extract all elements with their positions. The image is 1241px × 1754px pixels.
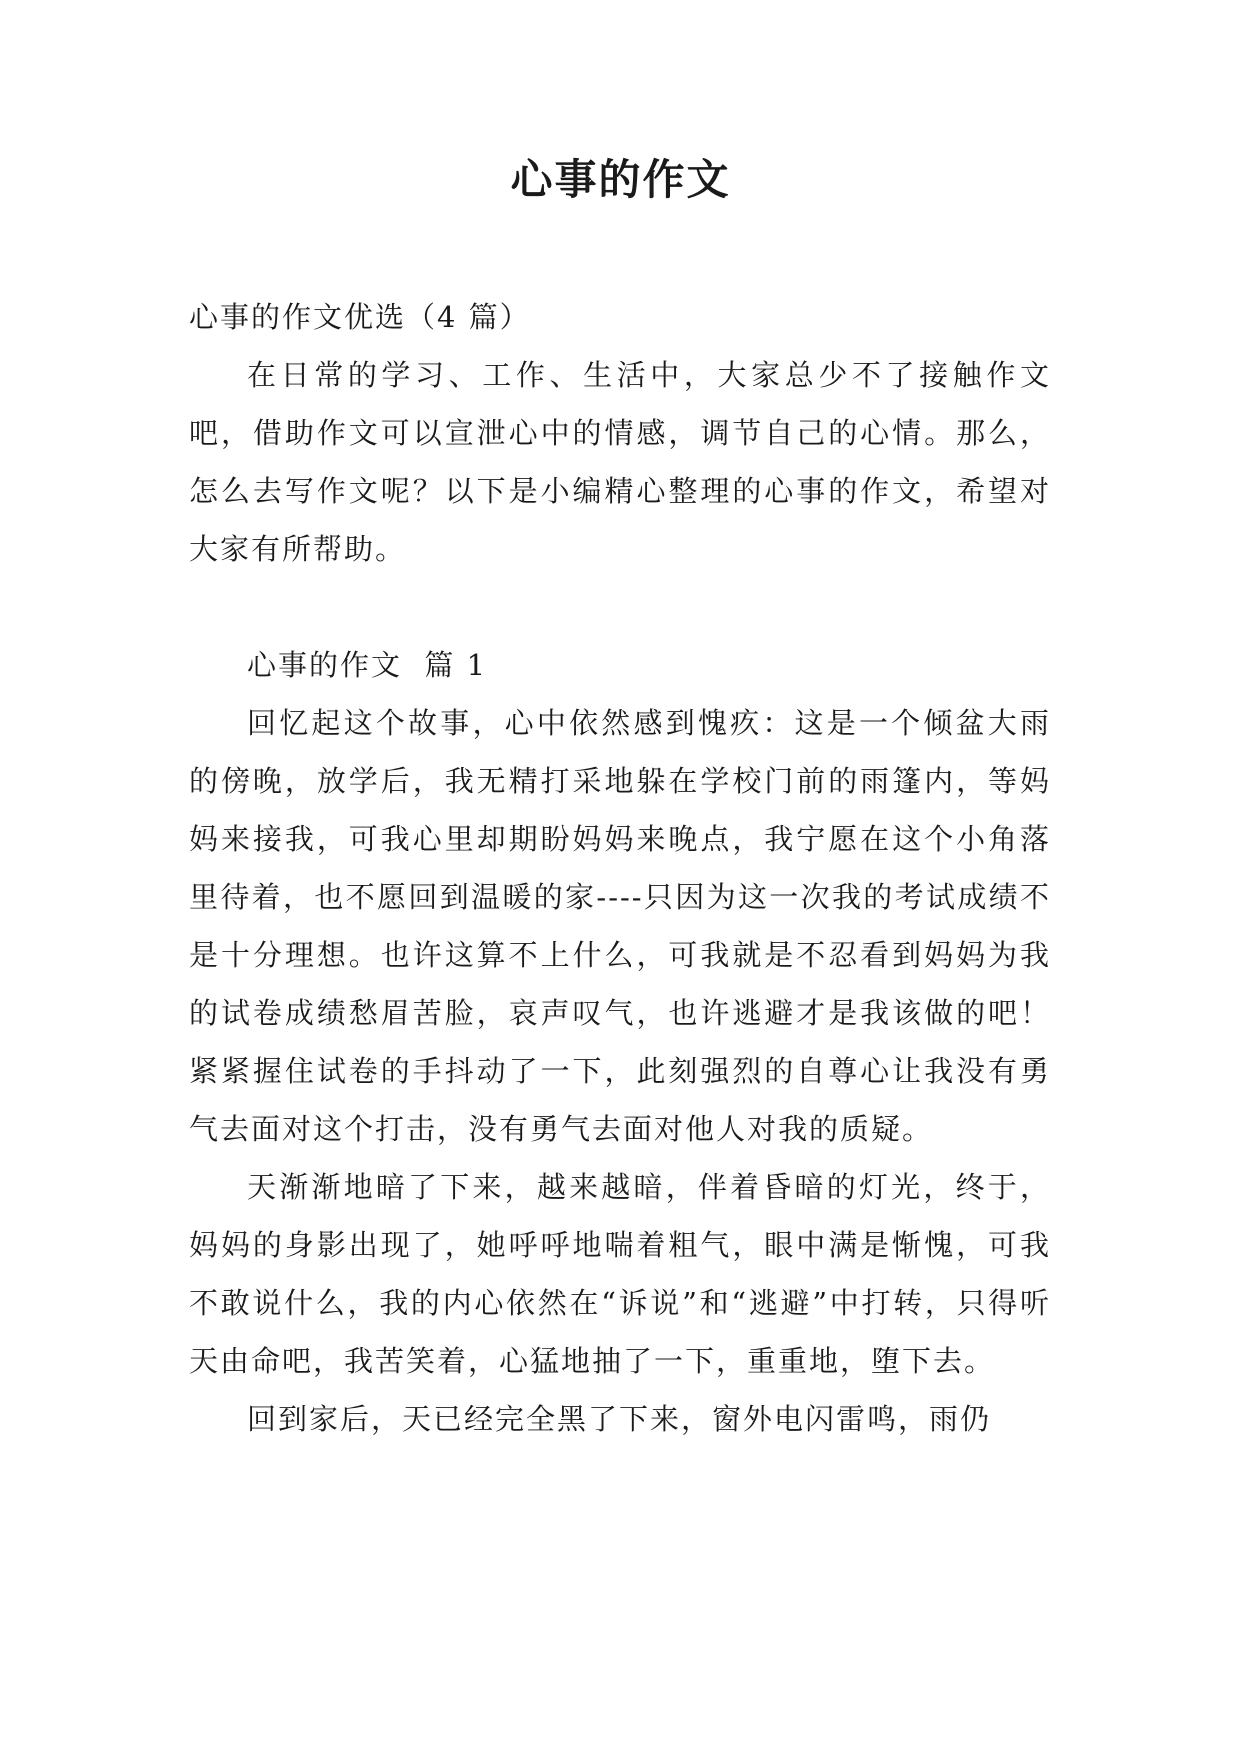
paragraph-spacer	[189, 578, 1051, 636]
body-paragraph-2: 天渐渐地暗了下来，越来越暗，伴着昏暗的灯光，终于，妈妈的身影出现了，她呼呼地喘着粗气，眼中满是惭愧，可我不敢说什么，我的内心依然在“诉说”和“逃避”中打转，只得听天由命吧，我苦笑着，心猛地抽了一下，重重地，堕下去。	[189, 1170, 1051, 1378]
intro-paragraph: 在日常的学习、工作、生活中，大家总少不了接触作文吧，借助作文可以宣泄心中的情感，调节自己的心情。那么，怎么去写作文呢？以下是小编精心整理的心事的作文，希望对大家有所帮助。	[189, 358, 1051, 566]
document-subtitle: 心事的作文优选（4 篇）	[189, 300, 531, 334]
document-body	[189, 288, 1051, 1448]
section-heading: 心事的作文 篇 1	[247, 648, 488, 682]
body-paragraph-1: 回忆起这个故事，心中依然感到愧疚：这是一个倾盆大雨的傍晚，放学后，我无精打采地躲在学校门前的雨篷内，等妈妈来接我，可我心里却期盼妈妈来晚点，我宁愿在这个小角落里待着，也不愿回到温暖的家----只因为这一次我的考试成绩不是十分理想。也许这算不上什么，可我就是不忍看到妈妈为我的试卷成绩愁眉苦脸，哀声叹气，也许逃避才是我该做的吧！紧紧握住试卷的手抖动了一下，此刻强烈的自尊心让我没有勇气去面对这个打击，没有勇气去面对他人对我的质疑。	[189, 706, 1051, 1146]
body-paragraph-3: 回到家后，天已经完全黑了下来，窗外电闪雷鸣，雨仍	[247, 1402, 992, 1436]
document-title: 心事的作文	[510, 155, 731, 204]
